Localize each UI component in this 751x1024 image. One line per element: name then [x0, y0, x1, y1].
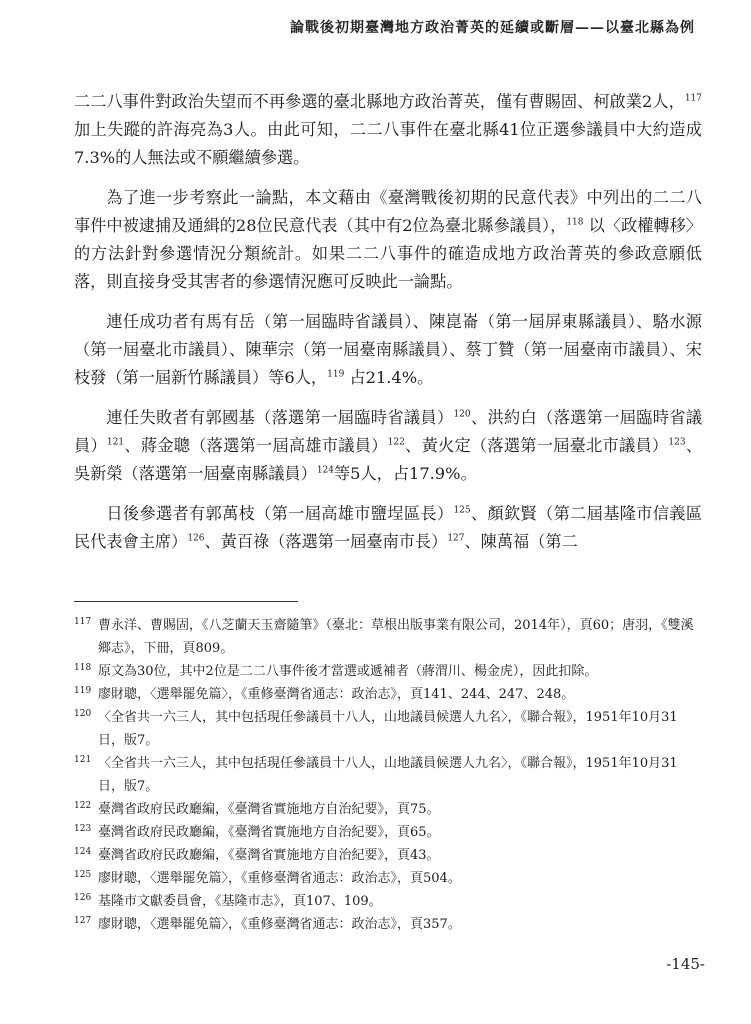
footnote-ref-127[interactable]: 127 [447, 533, 465, 544]
footnote-121: 121 〈全省共一六三人，其中包括現任參議員十八人，山地議員候選人九名〉，《聯合報》，1951年10月31日，版7。 [74, 755, 678, 794]
footnote-122: 122 臺灣省政府民政廳編，《臺灣省實施地方自治紀要》，頁75。 [74, 801, 440, 817]
footnote-ref-126[interactable]: 126 [187, 533, 205, 544]
footnote-ref-117[interactable]: 117 [684, 93, 702, 104]
footnote-ref-118[interactable]: 118 [566, 217, 584, 228]
footnote-ref-124[interactable]: 124 [316, 465, 334, 476]
footnote-ref-121[interactable]: 121 [106, 437, 125, 448]
running-title: 論戰後初期臺灣地方政治菁英的延續或斷層——以臺北縣為例 [290, 20, 695, 36]
footnote-123: 123 臺灣省政府民政廳編，《臺灣省實施地方自治紀要》，頁65。 [74, 824, 440, 840]
footnote-126: 126 基隆市文獻委員會，《基隆市志》，頁107、109。 [74, 893, 382, 909]
main-text [74, 88, 702, 568]
footnote-120: 120 〈全省共一六三人，其中包括現任參議員十八人，山地議員候選人九名〉，《聯合報》，1951年10月31日，版7。 [74, 709, 678, 748]
footnote-118: 118 原文為30位，其中2位是二二八事件後才當選或遞補者（蔣渭川、楊金虎），因此扣除。 [74, 663, 598, 679]
paragraph-2: 為了進一步考察此一論點，本文藉由《臺灣戰後初期的民意代表》中列出的二二八事件中被逮捕及通緝的28位民意代表（其中有2位為臺北縣參議員），$^{118}$ 以〈政權轉移〉的方法針對參選情況分類統計。如果二二八事件的確造成地方政治菁英的參政意願低落，則直接身受其害者的參選情況應可反映此一論點。 [74, 188, 702, 291]
footnote-ref-122[interactable]: 122 [387, 437, 405, 448]
footnote-ref-120[interactable]: 120 [453, 409, 471, 420]
footnote-117: 117 曹永洋、曹賜固，《八芝蘭天玉齋隨筆》（臺北：草根出版事業有限公司，2014年），頁60；唐羽，《雙溪鄉志》，下冊，頁809。 [74, 617, 694, 656]
page-number: -145- [666, 955, 705, 973]
paragraph-4: 連任失敗者有郭國基（落選第一屆臨時省議員）$^{120}$、洪約白（落選第一屆臨時省議員）$^{121}$、蔣金聰（落選第一屆高雄市議員）$^{122}$、黃火定（落選第一屆臺北市議員）$^{123}$、吳新榮（落選第一屆臺南縣議員）$^{124}$等5人，占17.9%。 [74, 408, 703, 483]
paragraph-3: 連任成功者有馬有岳（第一屆臨時省議員）、陳崑崙（第一屆屏東縣議員）、駱水源（第一屆臺北市議員）、陳華宗（第一屆臺南縣議員）、蔡丁贊（第一屆臺南市議員）、宋枝發（第一屆新竹縣議員）等6人，$^{119}$ 占21.4%。 [74, 312, 702, 387]
footnote-divider [74, 601, 298, 602]
paragraph-1: 二二八事件對政治失望而不再參選的臺北縣地方政治菁英，僅有曹賜固、柯啟業2人，$^{117}$ 加上失蹤的許海亮為3人。由此可知，二二八事件在臺北縣41位正選參議員中大約造成7.3%的人無法或不願繼續參選。 [74, 92, 702, 167]
paragraph-5: 日後參選者有郭萬枝（第一屆高雄市鹽埕區長）$^{125}$、顏欽賢（第二屆基隆市信義區民代表會主席）$^{126}$、黃百祿（落選第一屆臺南市長）$^{127}$、陳萬福（第二 [74, 504, 703, 551]
footnote-125: 125 廖財聰，〈選舉罷免篇〉，《重修臺灣省通志：政治志》，頁504。 [74, 870, 461, 886]
footnote-127: 127 廖財聰，〈選舉罷免篇〉，《重修臺灣省通志：政治志》，頁357。 [74, 916, 461, 932]
footnote-124: 124 臺灣省政府民政廳編，《臺灣省實施地方自治紀要》，頁43。 [74, 847, 440, 863]
footnotes [74, 614, 702, 936]
footnote-ref-119[interactable]: 119 [327, 369, 345, 380]
footnote-119: 119 廖財聰，〈選舉罷免篇〉，《重修臺灣省通志：政治志》，頁141、244、247、248。 [74, 686, 575, 702]
footnote-ref-123[interactable]: 123 [668, 437, 686, 448]
footnote-ref-125[interactable]: 125 [453, 505, 471, 516]
